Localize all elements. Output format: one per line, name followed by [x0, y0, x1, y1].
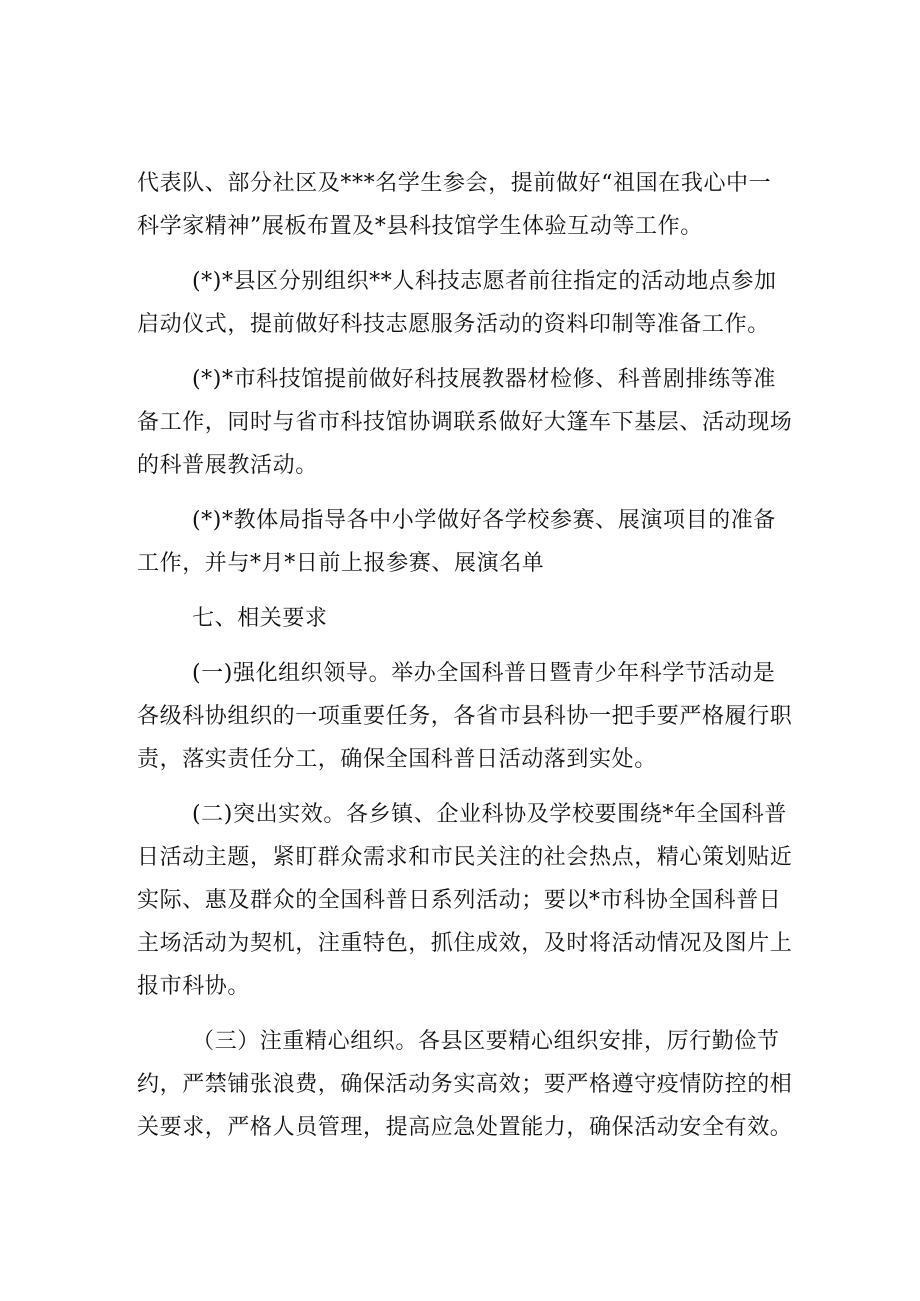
paragraph-2 — [137, 260, 797, 346]
paragraph-line: 科学家精神”展板布置及*县科技馆学生体验互动等工作。 — [137, 214, 703, 239]
paragraph-line: (一)强化组织领导。举办全国科普日暨青少年科学节活动是 — [192, 661, 776, 686]
paragraph-line: 关要求，严格人员管理，提高应急处置能力，确保活动安全有效。 — [137, 1115, 793, 1140]
paragraph-line: 责，落实责任分工，确保全国科普日活动落到实处。 — [137, 747, 657, 772]
paragraph-line: 的科普展教活动。 — [137, 453, 318, 478]
paragraph-line: 备工作，同时与省市科技馆协调联系做好大篷车下基层、活动现场 — [137, 410, 793, 435]
paragraph-7 — [137, 1020, 797, 1149]
paragraph-line: 约，严禁铺张浪费，确保活动务实高效；要严格遵守疫情防控的相 — [137, 1072, 793, 1097]
paragraph-4 — [137, 499, 797, 585]
paragraph-line: 代表队、部分社区及***名学生参会，提前做好“祖国在我心中一 — [137, 171, 772, 196]
paragraph-line: 工作，并与*月*日前上报参赛、展演名单 — [137, 551, 545, 576]
section-heading: 七、相关要求 — [192, 606, 328, 631]
section-heading-requirements — [137, 597, 797, 640]
paragraph-line: （三）注重精心组织。各县区要精心组织安排，厉行勤俭节 — [192, 1029, 780, 1054]
paragraph-5 — [137, 652, 797, 781]
paragraph-3 — [137, 358, 797, 487]
paragraph-line: 启动仪式，提前做好科技志愿服务活动的资料印制等准备工作。 — [137, 312, 770, 337]
paragraph-1 — [137, 162, 797, 248]
paragraph-line: (*)*市科技馆提前做好科技展教器材检修、科普剧排练等准 — [192, 367, 776, 392]
paragraph-line: 各级科协组织的一项重要任务，各省市县科协一把手要严格履行职 — [137, 704, 793, 729]
paragraph-line: 实际、惠及群众的全国科普日系列活动；要以*市科协全国科普日 — [137, 888, 782, 913]
paragraph-line: (*)*县区分别组织**人科技志愿者前往指定的活动地点参加 — [192, 269, 777, 294]
paragraph-line: 报市科协。 — [137, 974, 251, 999]
paragraph-6 — [137, 793, 797, 1008]
paragraph-line: 主场活动为契机，注重特色，抓住成效，及时将活动情况及图片上 — [137, 931, 793, 956]
paragraph-line: 日活动主题，紧盯群众需求和市民关注的社会热点，精心策划贴近 — [137, 845, 793, 870]
paragraph-line: (二)突出实效。各乡镇、企业科协及学校要围绕*年全国科普 — [192, 802, 787, 827]
document-body — [137, 162, 797, 1161]
paragraph-line: (*)*教体局指导各中小学做好各学校参赛、展演项目的准备 — [192, 508, 776, 533]
